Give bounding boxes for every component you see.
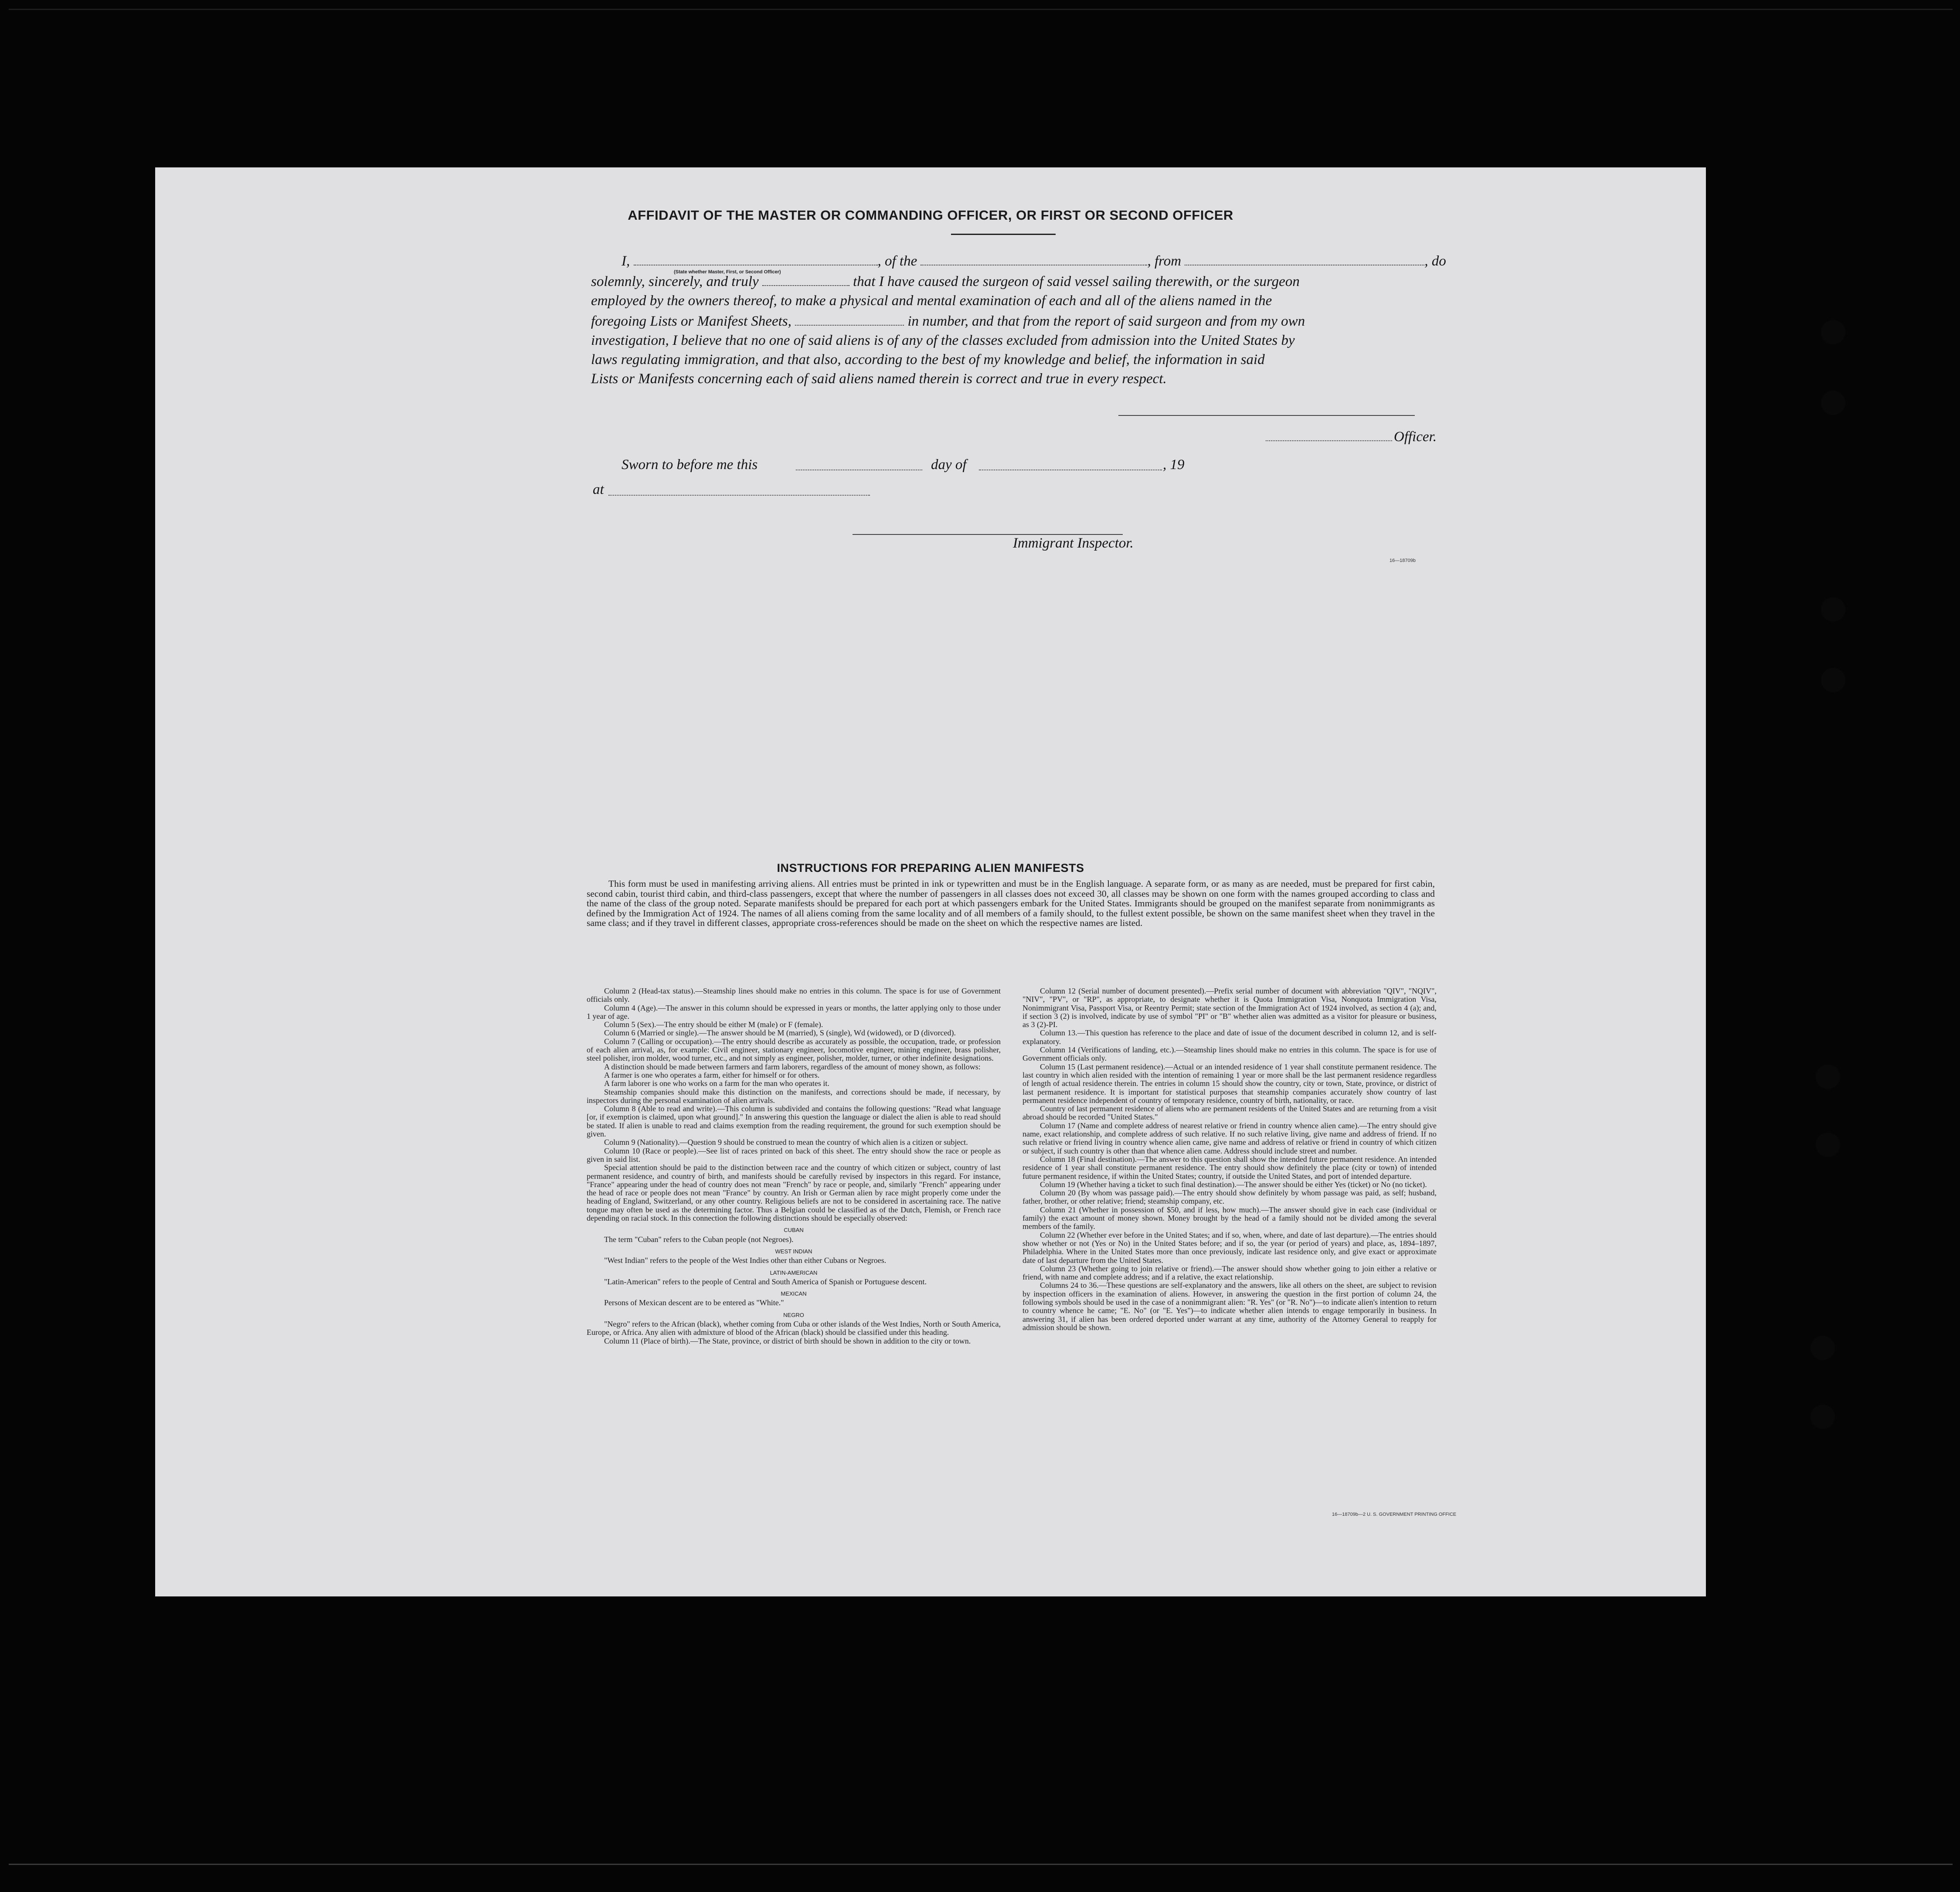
cuban-text: The term "Cuban" refers to the Cuban people (not Negroes). [604, 1235, 794, 1244]
affidavit-title: AFFIDAVIT OF THE MASTER OR COMMANDING OFFICER, OR FIRST OR SECOND OFFICER [628, 208, 1233, 223]
west-indian-text: "West Indian" refers to the people of the West Indies other than either Cubans or Negroes. [604, 1256, 887, 1265]
right-para: Column 21 (Whether in possession of $50, and if less, how much).—The answer should give in each case (individual or family) the exact amount of money shown. Money brought by the head of a family should not be divided among the several members of the family. [1022, 1205, 1437, 1231]
right-para: Column 18 (Final destination).—The answer to this question shall show the intended future permanent residence. An intended residence of 1 year shall constitute permanent residence. The entry should show definitely the place (city or town) of intended future permanent residence, if within the United States; country, if outside the United States, and port of intended departure. [1022, 1154, 1437, 1181]
affidavit-line-7: Lists or Manifests concerning each of said aliens named therein is correct and true in every respect. [591, 371, 1167, 387]
title-rule [951, 234, 1056, 235]
from-label: , from [1147, 253, 1182, 269]
mexican-text: Persons of Mexican descent are to be entered as "White." [604, 1298, 784, 1307]
line4-a: foregoing Lists or Manifest Sheets, [591, 313, 791, 329]
left-para: Column 10 (Race or people).—See list of races printed on back of this sheet. The entry should show the race or people as given in said list. [587, 1146, 1001, 1164]
day-of-label: day of [931, 457, 967, 473]
right-para: Column 14 (Verifications of landing, etc.).—Steamship lines should make no entries in this column. The space is for use of Government officials only. [1022, 1045, 1437, 1063]
punch-hole [1821, 320, 1845, 344]
left-para: Column 5 (Sex).—The entry should be either M (male) or F (female). [604, 1020, 823, 1029]
left-para: Column 2 (Head-tax status).—Steamship lines should make no entries in this column. The space is for use of Government officials only. [587, 987, 1001, 1004]
scan-line-bottom [9, 1864, 1953, 1865]
punch-hole [1811, 1336, 1835, 1360]
right-para: Column 23 (Whether going to join relative or friend).—The answer should show whether going to join either a relative or friend, with name and complete address; and if a relative, the exact relationship. [1022, 1264, 1437, 1282]
scan-line-top [9, 9, 1953, 10]
affidavit-line-1 [591, 250, 1484, 275]
officer-label: Officer. [1394, 429, 1437, 445]
latin-american-text: "Latin-American" refers to the people of Central and South America of Spanish or Portuguese descent. [604, 1277, 927, 1286]
affidavit-line-3: employed by the owners thereof, to make a physical and mental examination of each and all of the aliens named in the [591, 293, 1272, 309]
left-para: Special attention should be paid to the distinction between race and the country of which citizen or subject, country of last permanent residence, and country of birth, and manifests should be carefully revised by inspectors in this regard. For instance, "France" appearing under the head of country does not mean "French" by race or people, and, similarly "French" appearing under the head of race or people does not mean "France" by country. An Irish or German alien by race might properly come under the heading of England, Switzerland, or any other country. Religious beliefs are not to be considered in ascertaining race. The native tongue may often be used as the determining factor. Thus a Belgian could be classified as of the Dutch, Flemish, or French race depending on racial stock. In this connection the following distinctions should be especially observed: [587, 1163, 1001, 1223]
right-para: Column 20 (By whom was passage paid).—The entry should show definitely by whom passage was paid, as self; husband, father, brother, or other relative; friend; steamship company, etc. [1022, 1188, 1437, 1206]
west-indian-heading: WEST INDIAN [775, 1248, 812, 1255]
officer-rank-line[interactable] [1266, 440, 1392, 441]
right-para: Column 22 (Whether ever before in the United States; and if so, when, where, and date of last departure).—The entries should show whether or not (Yes or No) in the United States before; and if so, the year (or period of years) and place, as, 1894–1897, Philadelphia. Where in the United States more than once previously, indicate last residence only, and give exact or approximate date of last departure from the United States. [1022, 1230, 1437, 1265]
cuban-heading: CUBAN [784, 1227, 804, 1234]
sworn-label: Sworn to before me this [622, 457, 758, 473]
affidavit-line-5: investigation, I believe that no one of said aliens is of any of the classes excluded from admission into the United States by [591, 333, 1295, 348]
affidavit-line-4 [591, 310, 1484, 331]
at-label: at [593, 482, 604, 497]
left-para: Column 6 (Married or single).—The answer should be M (married), S (single), Wd (widowed), or D (divorced). [604, 1028, 956, 1038]
mexican-heading: MEXICAN [781, 1290, 807, 1297]
intro-paragraph: This form must be used in manifesting arriving aliens. All entries must be printed in ink or typewritten and must be in the English language. A separate form, or as many as are needed, must be prepared for first cabin, second cabin, tourist third cabin, and third-class passengers, except that where the number of passengers in all classes does not exceed 30, all classes may be shown on one form with the names grouped according to class and the name of the class of the group noted. Separate manifests should be prepared for each port at which passengers embark for the United States. Immigrants should be grouped on the manifest separate from nonimmigrants as defined by the Immigration Act of 1924. The names of all aliens coming from the same locality and of all members of a family should, to the fullest extent possible, be shown on the same manifest sheet when they travel in the same class; and if they travel in different classes, appropriate cross-references should be made on the sheet on which the respective names are listed. [587, 878, 1435, 928]
affidavit-print-code: 16—18709b [1389, 558, 1416, 563]
state-officer-note: (State whether Master, First, or Second Officer) [674, 269, 781, 275]
left-para: Column 8 (Able to read and write).—This column is subdivided and contains the following questions: "Read what language [or, if exemption is claimed, upon what ground]." In answering this question the language or dialect the alien is able to read should be stated. If alien is unable to read and claims exemption from the reading requirement, the ground for such exemption should be given. [587, 1104, 1001, 1139]
officer-signature-line[interactable] [1118, 415, 1415, 416]
punch-hole [1816, 1065, 1840, 1089]
gpo-print-code: 16—18709b—2 U. S. GOVERNMENT PRINTING OFFICE [1332, 1512, 1457, 1517]
left-para: Column 4 (Age).—The answer in this column should be expressed in years or months, the latter applying only to those under 1 year of age. [587, 1003, 1001, 1021]
affidavit-line-6: laws regulating immigration, and that also, according to the best of my knowledge and belief, the information in said [591, 352, 1265, 368]
year-label: , 19 [1163, 457, 1185, 473]
right-para: Column 12 (Serial number of document presented).—Prefix serial number of document with abbreviation "QIV", "NQIV", "NIV", "PV", or "RP", as appropriate, to designate whether it is Quota Immigration Visa, Nonquota Immigration Visa, Nonimmigrant Visa, Passport Visa, or Reentry Permit; state section of the Immigration Act of 1924 involved, as section 4 (a); and, if section 3 (2) is involved, indicate by use of symbol "PI" or "B" whether alien was admitted as a visitor for pleasure or business, as 3 (2)-PI. [1022, 987, 1437, 1029]
latin-american-heading: LATIN-AMERICAN [770, 1269, 818, 1276]
punch-hole [1811, 1405, 1835, 1429]
left-para: Steamship companies should make this distinction on the manifests, and corrections should be made, if necessary, by inspectors during the personal examination of alien arrivals. [587, 1087, 1001, 1105]
instructions-title: INSTRUCTIONS FOR PREPARING ALIEN MANIFESTS [777, 861, 1084, 875]
inspector-signature-line[interactable] [853, 534, 1123, 535]
left-para: A distinction should be made between farmers and farm laborers, regardless of the amount of money shown, as follows: [604, 1062, 981, 1071]
at-place-field[interactable] [608, 495, 870, 496]
right-para: Column 15 (Last permanent residence).—Actual or an intended residence of 1 year shall constitute permanent residence. The last country in which alien resided with the intention of remaining 1 year or more shall be the last permanent residence regardless of length of actual residence therein. The entries in column 15 should show the country, city or town, State, province, or district of last permanent residence. It is important for statistical purposes that steamship companies accurately show country of last permanent residence independent of country of temporary residence, country of birth, nationality, or race. [1022, 1062, 1437, 1105]
instructions-left-column [587, 987, 1001, 1345]
left-para: Column 7 (Calling or occupation).—The entry should describe as accurately as possible, the occupation, trade, or profession of each alien arrival, as, for example: Civil engineer, stationary engineer, locomotive engineer, mining engineer, brass polisher, steel polisher, iron molder, wood turner, etc., and not simply as engineer, polisher, molder, turner, or other indefinite designations. [587, 1037, 1001, 1063]
punch-hole [1821, 597, 1845, 622]
right-para: Column 17 (Name and complete address of nearest relative or friend in country whence alien came).—The entry should give name, exact relationship, and complete address of such relative. If no such relative living, give name and address of friend. If no such relative or friend living in country whence alien came, give name and address of relative or friend in country of which citizen or subject, if such country is other than that whence alien came. Address should include street and number. [1022, 1121, 1437, 1155]
manifest-sheet [155, 167, 1706, 1596]
i-label: I, [622, 253, 630, 269]
affidavit-body [591, 250, 1484, 388]
column-11-text: Column 11 (Place of birth).—The State, province, or district of birth should be shown in addition to the city or town. [604, 1336, 971, 1345]
instructions-intro [587, 879, 1435, 928]
right-para: Columns 24 to 36.—These questions are self-explanatory and the answers, like all others on the sheet, are subject to revision by inspection officers in the examination of aliens. However, in answering the question in the first portion of column 24, the following symbols should be used in the case of a nonimmigrant alien: "R. Yes" (or "R. No")—to indicate alien's intention to return to country whence he came; "E. No" (or "E. Yes")—to indicate whether alien intends to engage temporarily in business. In answering 31, if alien has been ordered deported under warrant at any time, authority of the Attorney General to reapply for admission should be shown. [1022, 1281, 1437, 1332]
of-the-label: , of the [877, 253, 917, 269]
vessel-field[interactable] [921, 250, 1147, 265]
instructions-right-column [1022, 987, 1437, 1332]
right-para: Column 13.—This question has reference to the place and date of issue of the document described in column 12, and is self-explanatory. [1022, 1028, 1437, 1046]
left-para: A farmer is one who operates a farm, either for himself or for others. [604, 1070, 820, 1079]
right-para: Column 19 (Whether having a ticket to such final destination).—The answer should be either Yes (ticket) or No (no ticket). [1040, 1180, 1427, 1189]
inspector-label: Immigrant Inspector. [1013, 535, 1134, 551]
from-port-field[interactable] [1185, 250, 1424, 265]
negro-text: "Negro" refers to the African (black), whether coming from Cuba or other islands of the West Indies, North or South America, Europe, or Africa. Any alien with admixture of blood of the African (black) should be classified under this heading. [587, 1319, 1001, 1337]
line2-b: that I have caused the surgeon of said vessel sailing therewith, or the surgeon [853, 274, 1300, 289]
negro-heading: NEGRO [783, 1311, 804, 1318]
left-para: Column 9 (Nationality).—Question 9 should be construed to mean the country of which alien is a citizen or subject. [604, 1138, 968, 1147]
punch-hole [1816, 1133, 1840, 1157]
punch-hole [1821, 668, 1845, 692]
sheet-count-field[interactable] [795, 310, 904, 326]
line4-b: in number, and that from the report of said surgeon and from my own [907, 313, 1305, 329]
punch-hole [1821, 391, 1845, 415]
line2-a: solemnly, sincerely, and truly [591, 274, 759, 289]
right-para: Country of last permanent residence of aliens who are permanent residents of the United States and are returning from a visit abroad should be recorded "United States." [1022, 1104, 1437, 1122]
left-para: A farm laborer is one who works on a farm for the man who operates it. [604, 1079, 829, 1088]
do-label: , do [1424, 253, 1446, 269]
